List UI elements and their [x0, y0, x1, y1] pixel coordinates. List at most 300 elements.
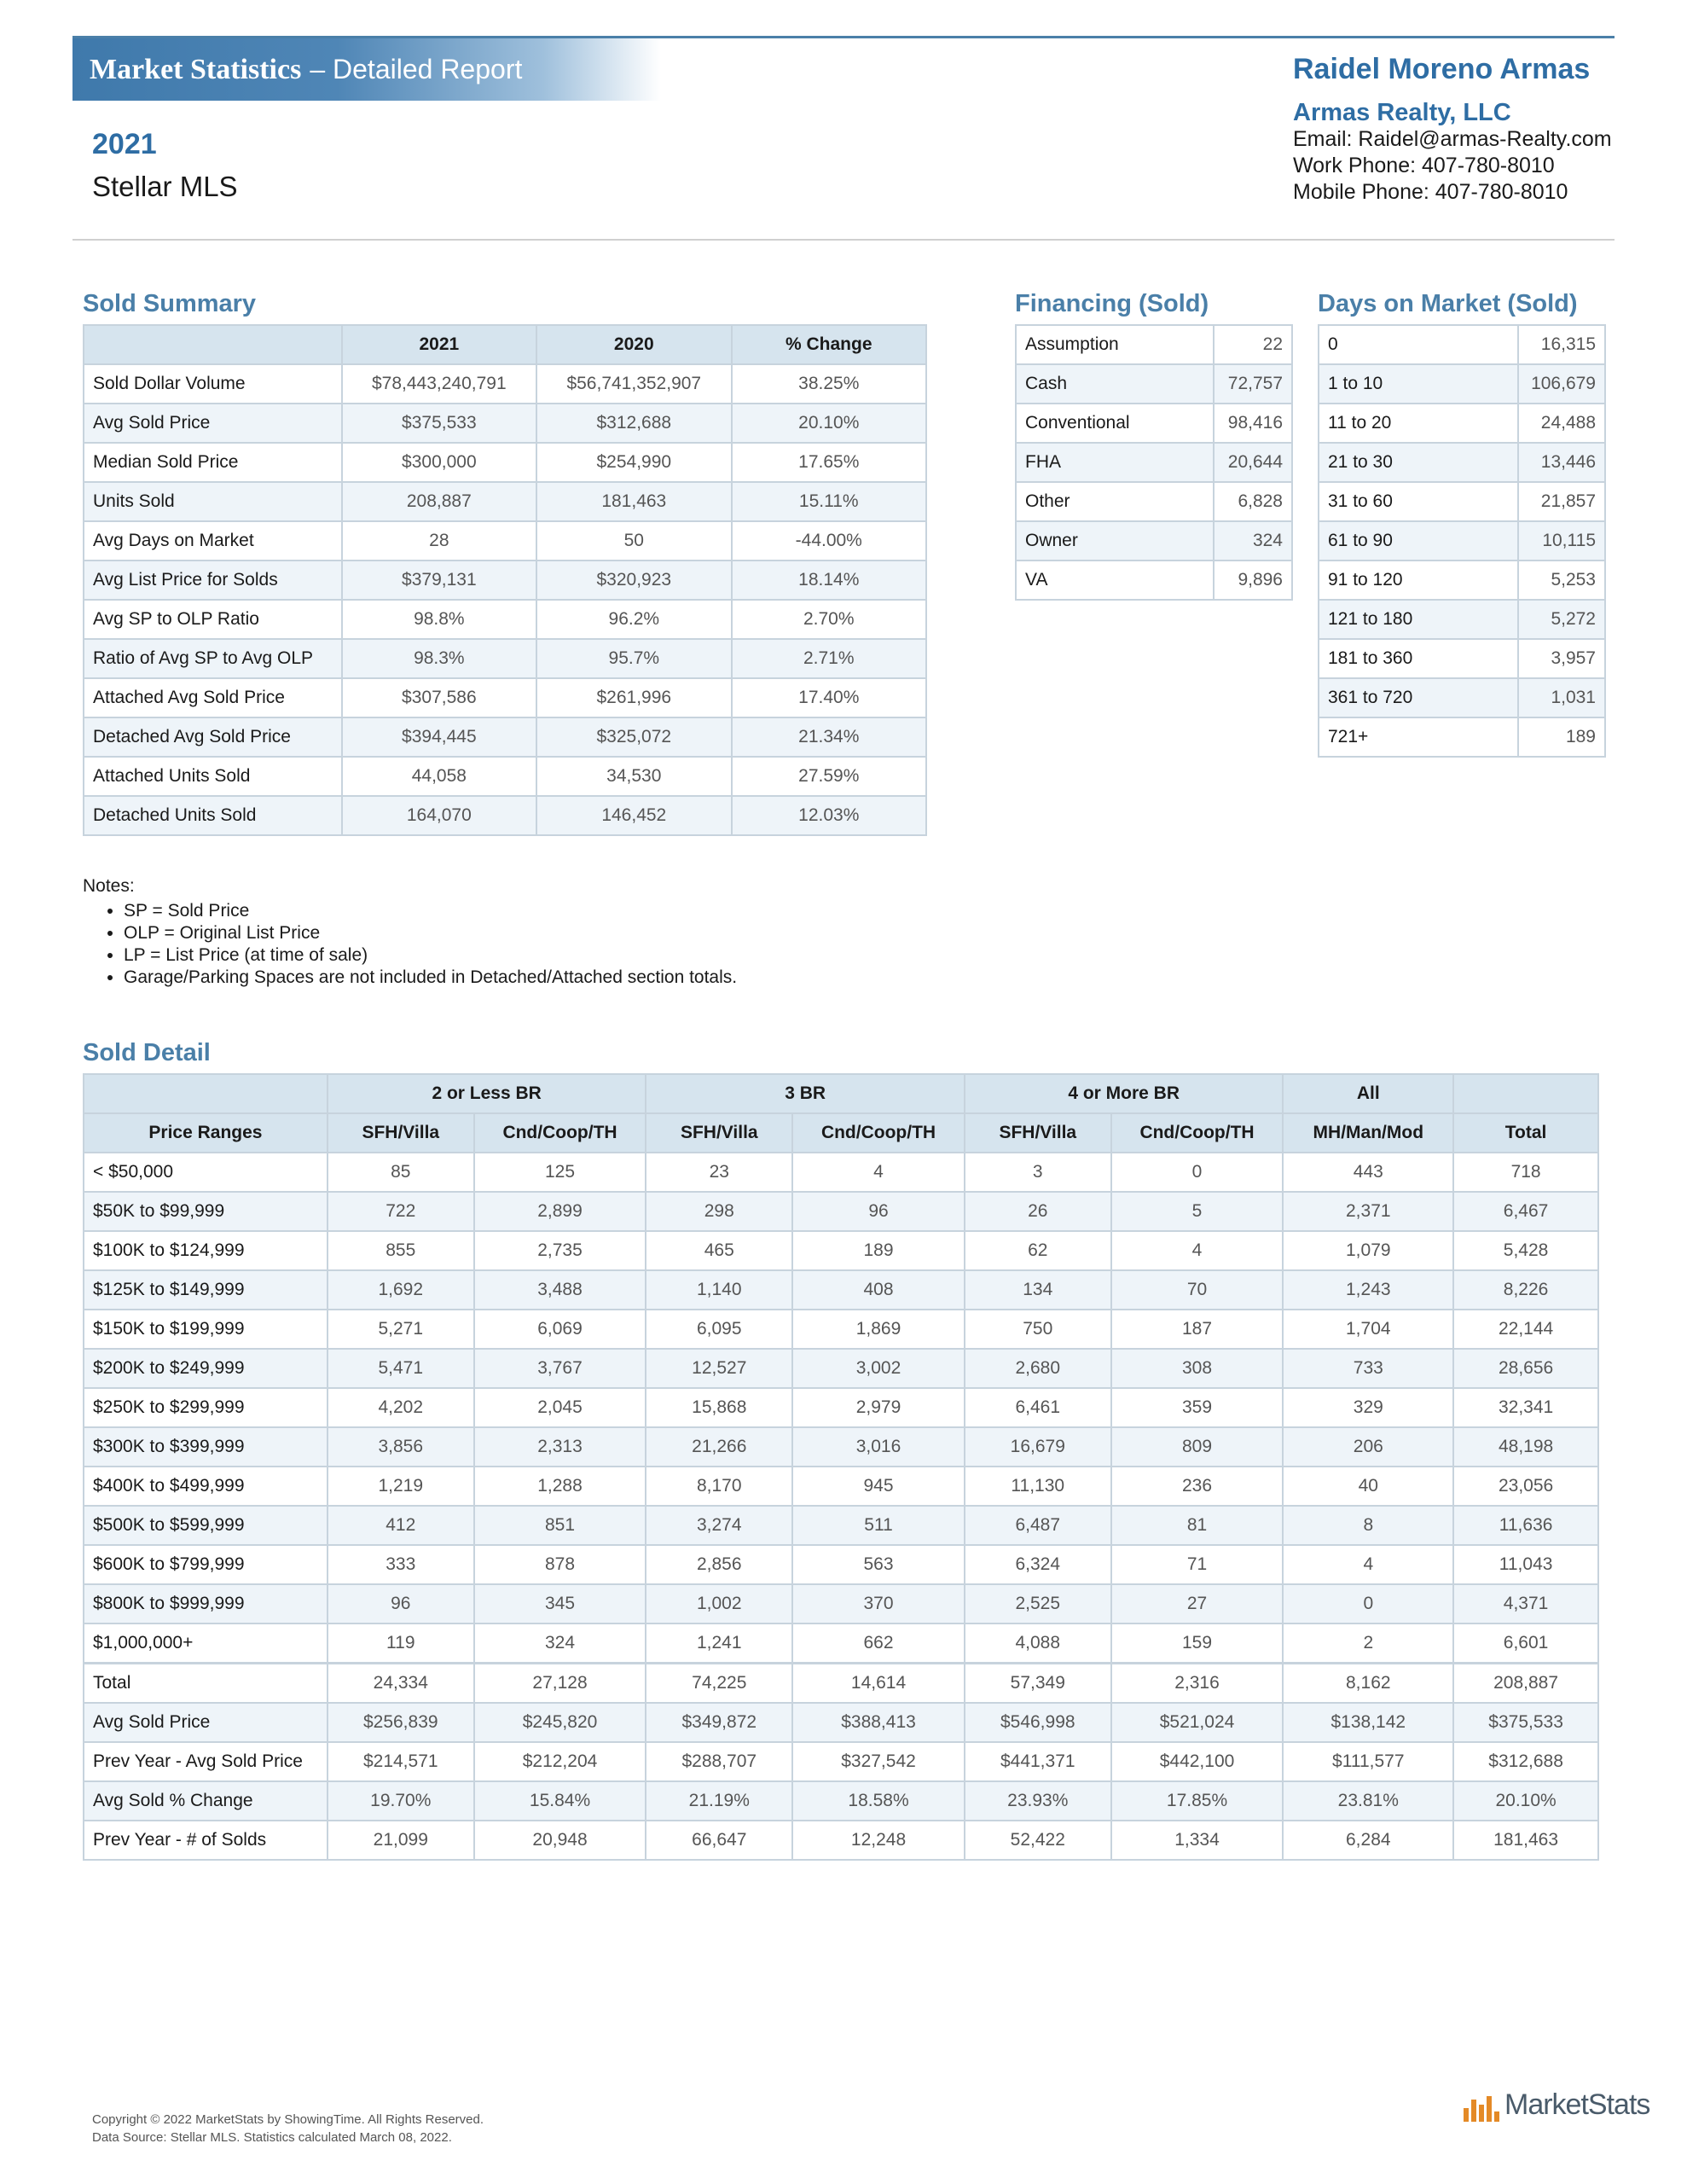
table-cell: 208,887 — [1453, 1664, 1598, 1704]
row-label: 721+ — [1319, 717, 1518, 757]
table-cell: $254,990 — [536, 443, 731, 482]
table-cell: 21,857 — [1518, 482, 1605, 521]
table-cell: 945 — [792, 1467, 965, 1506]
table-cell: 3,957 — [1518, 639, 1605, 678]
table-row — [84, 521, 926, 561]
table-cell: 5 — [1111, 1192, 1284, 1231]
table-cell: $78,443,240,791 — [342, 364, 536, 404]
table-cell: 4 — [1283, 1545, 1453, 1584]
row-label: 181 to 360 — [1319, 639, 1518, 678]
row-label: $800K to $999,999 — [84, 1584, 328, 1623]
table-cell: 27.59% — [732, 757, 926, 796]
sold-detail-column-header: SFH/Villa — [328, 1113, 474, 1153]
notes-section — [83, 876, 737, 989]
table-cell: 27,128 — [474, 1664, 646, 1704]
row-label: Other — [1016, 482, 1214, 521]
table-cell: 3,002 — [792, 1349, 965, 1388]
note-item: • LP = List Price (at time of sale) — [124, 944, 737, 967]
row-label: FHA — [1016, 443, 1214, 482]
table-cell: 2,045 — [474, 1388, 646, 1427]
note-item: • SP = Sold Price — [124, 900, 737, 922]
row-label: 121 to 180 — [1319, 600, 1518, 639]
table-cell: 6,487 — [965, 1506, 1111, 1545]
mls-name: Stellar MLS — [92, 171, 238, 202]
table-row — [84, 443, 926, 482]
table-cell: 189 — [792, 1231, 965, 1270]
table-cell: 6,828 — [1214, 482, 1292, 521]
row-label: Avg Sold % Change — [84, 1781, 328, 1821]
table-cell: 57,349 — [965, 1664, 1111, 1704]
sold-summary-column-header — [84, 325, 342, 364]
sold-summary-column-header: % Change — [732, 325, 926, 364]
days-on-market-table — [1318, 324, 1606, 758]
table-cell: $379,131 — [342, 561, 536, 600]
table-cell: $138,142 — [1283, 1703, 1453, 1742]
table-row — [84, 1231, 1598, 1270]
table-cell: 4,088 — [965, 1623, 1111, 1664]
table-cell: 187 — [1111, 1310, 1284, 1349]
row-label: VA — [1016, 561, 1214, 600]
table-row — [84, 482, 926, 521]
table-cell: 8 — [1283, 1506, 1453, 1545]
table-cell: 24,488 — [1518, 404, 1605, 443]
table-cell: 511 — [792, 1506, 965, 1545]
sold-detail-group-row — [84, 1074, 1598, 1113]
sold-summary-body — [84, 364, 926, 835]
table-cell: -44.00% — [732, 521, 926, 561]
summary-row — [84, 1664, 1598, 1704]
table-cell: 21.34% — [732, 717, 926, 757]
table-cell: 66,647 — [646, 1821, 792, 1860]
sold-detail-column-header: Cnd/Coop/TH — [792, 1113, 965, 1153]
table-cell: 308 — [1111, 1349, 1284, 1388]
table-cell: 13,446 — [1518, 443, 1605, 482]
table-cell: 23,056 — [1453, 1467, 1598, 1506]
table-cell: 164,070 — [342, 796, 536, 835]
table-cell: 26 — [965, 1192, 1111, 1231]
group-3-br: 3 BR — [646, 1074, 965, 1113]
notes-list — [83, 900, 737, 989]
row-label: $200K to $249,999 — [84, 1349, 328, 1388]
table-cell: 146,452 — [536, 796, 731, 835]
table-row — [84, 1506, 1598, 1545]
row-label: 91 to 120 — [1319, 561, 1518, 600]
table-cell: $441,371 — [965, 1742, 1111, 1781]
table-cell: 0 — [1283, 1584, 1453, 1623]
row-label: $100K to $124,999 — [84, 1231, 328, 1270]
table-cell: 2.70% — [732, 600, 926, 639]
table-row — [1319, 561, 1605, 600]
table-cell: 20.10% — [732, 404, 926, 443]
sold-detail-column-header: Total — [1453, 1113, 1598, 1153]
summary-row — [84, 1703, 1598, 1742]
sold-detail-body — [84, 1153, 1598, 1860]
table-cell: 8,162 — [1283, 1664, 1453, 1704]
table-row — [84, 639, 926, 678]
table-row — [1319, 600, 1605, 639]
table-row — [84, 600, 926, 639]
footer-source: Data Source: Stellar MLS. Statistics calculated March 08, 2022. — [92, 2130, 452, 2145]
table-row — [1016, 364, 1292, 404]
row-label: Owner — [1016, 521, 1214, 561]
table-cell: 52,422 — [965, 1821, 1111, 1860]
row-label: $300K to $399,999 — [84, 1427, 328, 1467]
table-cell: 14,614 — [792, 1664, 965, 1704]
row-label: $50K to $99,999 — [84, 1192, 328, 1231]
sold-summary-title: Sold Summary — [83, 290, 257, 317]
row-label: Detached Avg Sold Price — [84, 717, 342, 757]
table-cell: 16,679 — [965, 1427, 1111, 1467]
table-cell: 443 — [1283, 1153, 1453, 1192]
sold-summary-column-header: 2020 — [536, 325, 731, 364]
sold-detail-title: Sold Detail — [83, 1039, 211, 1066]
table-row — [84, 1349, 1598, 1388]
table-cell: 1,002 — [646, 1584, 792, 1623]
row-label: 361 to 720 — [1319, 678, 1518, 717]
table-row — [1319, 482, 1605, 521]
table-cell: 329 — [1283, 1388, 1453, 1427]
table-row — [1319, 404, 1605, 443]
table-cell: 5,471 — [328, 1349, 474, 1388]
row-label: Median Sold Price — [84, 443, 342, 482]
table-cell: 2,371 — [1283, 1192, 1453, 1231]
table-cell: $312,688 — [1453, 1742, 1598, 1781]
table-cell: $261,996 — [536, 678, 731, 717]
table-cell: $388,413 — [792, 1703, 965, 1742]
table-cell: 1,140 — [646, 1270, 792, 1310]
table-cell: 465 — [646, 1231, 792, 1270]
sold-detail-table — [83, 1073, 1599, 1861]
row-label: Avg Days on Market — [84, 521, 342, 561]
sold-detail-column-header: Price Ranges — [84, 1113, 328, 1153]
row-label: Avg List Price for Solds — [84, 561, 342, 600]
table-cell: 125 — [474, 1153, 646, 1192]
table-cell: 21,266 — [646, 1427, 792, 1467]
row-label: Avg Sold Price — [84, 404, 342, 443]
table-cell: $312,688 — [536, 404, 731, 443]
table-row — [84, 757, 926, 796]
table-cell: $375,533 — [1453, 1703, 1598, 1742]
table-cell: 3,488 — [474, 1270, 646, 1310]
table-cell: 50 — [536, 521, 731, 561]
table-cell: 1,219 — [328, 1467, 474, 1506]
table-row — [1016, 404, 1292, 443]
sold-detail-column-header: MH/Man/Mod — [1283, 1113, 1453, 1153]
table-cell: 98.3% — [342, 639, 536, 678]
table-cell: 2,525 — [965, 1584, 1111, 1623]
table-cell: 21,099 — [328, 1821, 474, 1860]
sold-detail-column-row — [84, 1113, 1598, 1153]
table-row — [84, 1270, 1598, 1310]
table-cell: 106,679 — [1518, 364, 1605, 404]
table-cell: 12.03% — [732, 796, 926, 835]
table-cell: $212,204 — [474, 1742, 646, 1781]
table-cell: 71 — [1111, 1545, 1284, 1584]
table-cell: 4,202 — [328, 1388, 474, 1427]
agent-work-phone: Work Phone: 407-780-8010 — [1293, 154, 1555, 177]
table-cell: 1,869 — [792, 1310, 965, 1349]
financing-table — [1015, 324, 1293, 601]
table-cell: 2,979 — [792, 1388, 965, 1427]
table-cell: 96.2% — [536, 600, 731, 639]
row-label: Sold Dollar Volume — [84, 364, 342, 404]
table-cell: 20,644 — [1214, 443, 1292, 482]
summary-row — [84, 1781, 1598, 1821]
table-row — [1016, 521, 1292, 561]
row-label: $150K to $199,999 — [84, 1310, 328, 1349]
table-row — [1319, 717, 1605, 757]
table-cell: 20.10% — [1453, 1781, 1598, 1821]
sold-summary-table — [83, 324, 927, 836]
table-cell: 370 — [792, 1584, 965, 1623]
agent-email[interactable]: Email: Raidel@armas-Realty.com — [1293, 127, 1612, 151]
table-cell: 40 — [1283, 1467, 1453, 1506]
table-cell: 18.14% — [732, 561, 926, 600]
table-cell: 96 — [328, 1584, 474, 1623]
table-cell: 72,757 — [1214, 364, 1292, 404]
days-on-market-body — [1319, 325, 1605, 757]
table-cell: 134 — [965, 1270, 1111, 1310]
table-cell: 298 — [646, 1192, 792, 1231]
row-label: $600K to $799,999 — [84, 1545, 328, 1584]
sold-detail-column-header: Cnd/Coop/TH — [1111, 1113, 1284, 1153]
row-label: 1 to 10 — [1319, 364, 1518, 404]
table-cell: 1,079 — [1283, 1231, 1453, 1270]
table-cell: 189 — [1518, 717, 1605, 757]
table-cell: 12,527 — [646, 1349, 792, 1388]
summary-row — [84, 1742, 1598, 1781]
table-row — [1016, 482, 1292, 521]
group-2-or-less-br: 2 or Less BR — [328, 1074, 646, 1113]
table-cell: 733 — [1283, 1349, 1453, 1388]
table-cell: 23.93% — [965, 1781, 1111, 1821]
sold-summary-column-header: 2021 — [342, 325, 536, 364]
table-cell: 8,170 — [646, 1467, 792, 1506]
table-cell: 5,428 — [1453, 1231, 1598, 1270]
row-label: $1,000,000+ — [84, 1623, 328, 1664]
table-cell: 21.19% — [646, 1781, 792, 1821]
table-cell: 333 — [328, 1545, 474, 1584]
table-row — [1319, 364, 1605, 404]
table-cell: 4 — [792, 1153, 965, 1192]
table-cell: $546,998 — [965, 1703, 1111, 1742]
table-cell: 3,856 — [328, 1427, 474, 1467]
table-cell: $56,741,352,907 — [536, 364, 731, 404]
row-label: $400K to $499,999 — [84, 1467, 328, 1506]
table-cell: 34,530 — [536, 757, 731, 796]
table-cell: 32,341 — [1453, 1388, 1598, 1427]
note-item: • Garage/Parking Spaces are not included in Detached/Attached section totals. — [124, 967, 737, 989]
table-cell: 23 — [646, 1153, 792, 1192]
table-row — [84, 561, 926, 600]
row-label: Attached Units Sold — [84, 757, 342, 796]
banner-subtitle: – Detailed Report — [310, 54, 523, 84]
table-cell: 22,144 — [1453, 1310, 1598, 1349]
table-cell: 15.11% — [732, 482, 926, 521]
row-label: Detached Units Sold — [84, 796, 342, 835]
table-cell: 718 — [1453, 1153, 1598, 1192]
table-cell: 181,463 — [1453, 1821, 1598, 1860]
notes-title: Notes: — [83, 876, 135, 896]
row-label: $125K to $149,999 — [84, 1270, 328, 1310]
group-4-or-more-br: 4 or More BR — [965, 1074, 1284, 1113]
table-cell: 324 — [1214, 521, 1292, 561]
agent-mobile-phone: Mobile Phone: 407-780-8010 — [1293, 180, 1568, 204]
bar-chart-icon — [1464, 2096, 1499, 2122]
table-cell: 5,272 — [1518, 600, 1605, 639]
table-cell: 324 — [474, 1623, 646, 1664]
table-cell: 6,467 — [1453, 1192, 1598, 1231]
table-cell: 48,198 — [1453, 1427, 1598, 1467]
table-cell: 19.70% — [328, 1781, 474, 1821]
table-row — [84, 364, 926, 404]
table-row — [84, 717, 926, 757]
table-row — [1016, 561, 1292, 600]
row-label: Avg Sold Price — [84, 1703, 328, 1742]
note-item: • OLP = Original List Price — [124, 922, 737, 944]
table-row — [1319, 443, 1605, 482]
table-cell: 10,115 — [1518, 521, 1605, 561]
table-cell: 95.7% — [536, 639, 731, 678]
table-row — [84, 404, 926, 443]
table-cell: 6,069 — [474, 1310, 646, 1349]
table-row — [84, 796, 926, 835]
sold-detail-column-header: Cnd/Coop/TH — [474, 1113, 646, 1153]
days-on-market-title: Days on Market (Sold) — [1318, 290, 1578, 317]
table-cell: 15.84% — [474, 1781, 646, 1821]
table-cell: $325,072 — [536, 717, 731, 757]
table-cell: 851 — [474, 1506, 646, 1545]
row-label: Total — [84, 1664, 328, 1704]
table-cell: 6,324 — [965, 1545, 1111, 1584]
table-cell: 18.58% — [792, 1781, 965, 1821]
group-all: All — [1283, 1074, 1453, 1113]
row-label: 21 to 30 — [1319, 443, 1518, 482]
summary-row — [84, 1821, 1598, 1860]
row-label: Assumption — [1016, 325, 1214, 364]
table-cell: 5,271 — [328, 1310, 474, 1349]
table-cell: $394,445 — [342, 717, 536, 757]
row-label: Cash — [1016, 364, 1214, 404]
table-cell: 206 — [1283, 1427, 1453, 1467]
table-cell: 15,868 — [646, 1388, 792, 1427]
row-label: 31 to 60 — [1319, 482, 1518, 521]
row-label: $250K to $299,999 — [84, 1388, 328, 1427]
table-cell: 8,226 — [1453, 1270, 1598, 1310]
table-cell: 6,601 — [1453, 1623, 1598, 1664]
table-row — [84, 1310, 1598, 1349]
table-row — [84, 1388, 1598, 1427]
table-row — [84, 1192, 1598, 1231]
table-cell: 236 — [1111, 1467, 1284, 1506]
table-cell: 878 — [474, 1545, 646, 1584]
table-cell: 4 — [1111, 1231, 1284, 1270]
table-cell: 855 — [328, 1231, 474, 1270]
table-row — [1016, 443, 1292, 482]
row-label: 0 — [1319, 325, 1518, 364]
table-cell: 2,856 — [646, 1545, 792, 1584]
table-cell: 3,274 — [646, 1506, 792, 1545]
table-cell: 74,225 — [646, 1664, 792, 1704]
table-row — [84, 1623, 1598, 1664]
row-label: Units Sold — [84, 482, 342, 521]
table-cell: 22 — [1214, 325, 1292, 364]
table-row — [84, 1584, 1598, 1623]
table-cell: 6,095 — [646, 1310, 792, 1349]
report-year: 2021 — [92, 128, 157, 160]
table-cell: 563 — [792, 1545, 965, 1584]
table-cell: 119 — [328, 1623, 474, 1664]
table-cell: 85 — [328, 1153, 474, 1192]
table-cell: 24,334 — [328, 1664, 474, 1704]
table-cell: $307,586 — [342, 678, 536, 717]
table-cell: 28,656 — [1453, 1349, 1598, 1388]
row-label: < $50,000 — [84, 1153, 328, 1192]
table-cell: 722 — [328, 1192, 474, 1231]
table-cell: 208,887 — [342, 482, 536, 521]
row-label: Conventional — [1016, 404, 1214, 443]
table-cell: 20,948 — [474, 1821, 646, 1860]
table-cell: 4,371 — [1453, 1584, 1598, 1623]
table-cell: 11,043 — [1453, 1545, 1598, 1584]
financing-body — [1016, 325, 1292, 600]
table-cell: 98,416 — [1214, 404, 1292, 443]
table-cell: 2,735 — [474, 1231, 646, 1270]
row-label: 61 to 90 — [1319, 521, 1518, 561]
row-label: Attached Avg Sold Price — [84, 678, 342, 717]
table-cell: 5,253 — [1518, 561, 1605, 600]
table-cell: 2,313 — [474, 1427, 646, 1467]
sold-summary-header-row — [84, 325, 926, 364]
table-cell: 1,243 — [1283, 1270, 1453, 1310]
company-name: Armas Realty, LLC — [1293, 99, 1511, 126]
table-cell: 2.71% — [732, 639, 926, 678]
table-cell: 809 — [1111, 1427, 1284, 1467]
table-cell: 181,463 — [536, 482, 731, 521]
group-spacer — [84, 1074, 328, 1113]
table-cell: 750 — [965, 1310, 1111, 1349]
table-cell: 28 — [342, 521, 536, 561]
table-cell: 96 — [792, 1192, 965, 1231]
row-label: Ratio of Avg SP to Avg OLP — [84, 639, 342, 678]
table-cell: 159 — [1111, 1623, 1284, 1664]
table-cell: $327,542 — [792, 1742, 965, 1781]
table-cell: $521,024 — [1111, 1703, 1284, 1742]
table-cell: 3 — [965, 1153, 1111, 1192]
table-cell: 2,316 — [1111, 1664, 1284, 1704]
table-cell: 17.40% — [732, 678, 926, 717]
table-cell: 1,334 — [1111, 1821, 1284, 1860]
table-cell: 3,767 — [474, 1349, 646, 1388]
row-label: Avg SP to OLP Ratio — [84, 600, 342, 639]
marketstats-logo — [1464, 2088, 1649, 2122]
group-spacer — [1453, 1074, 1598, 1113]
table-cell: 27 — [1111, 1584, 1284, 1623]
table-cell: 662 — [792, 1623, 965, 1664]
table-cell: 12,248 — [792, 1821, 965, 1860]
table-row — [84, 1427, 1598, 1467]
table-cell: 1,692 — [328, 1270, 474, 1310]
table-cell: 38.25% — [732, 364, 926, 404]
table-cell: 1,031 — [1518, 678, 1605, 717]
table-row — [84, 1545, 1598, 1584]
table-cell: 9,896 — [1214, 561, 1292, 600]
table-cell: 345 — [474, 1584, 646, 1623]
table-cell: $349,872 — [646, 1703, 792, 1742]
table-row — [1319, 639, 1605, 678]
table-cell: 6,461 — [965, 1388, 1111, 1427]
table-row — [1016, 325, 1292, 364]
